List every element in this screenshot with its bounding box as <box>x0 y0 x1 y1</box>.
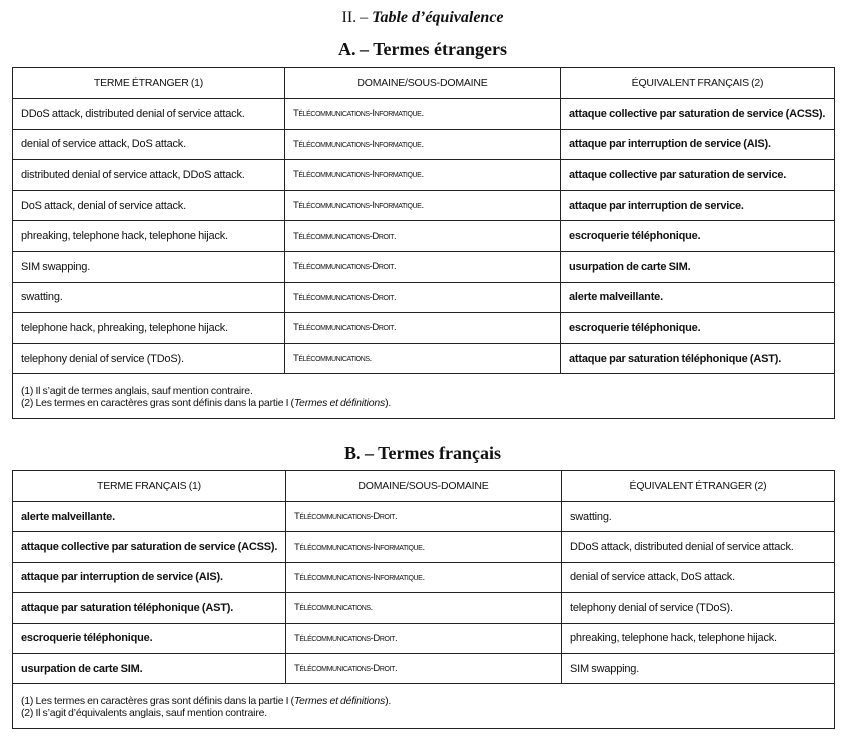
footnote-2 <box>21 397 826 409</box>
domain-cell: Télécommunications-Droit. <box>285 251 561 282</box>
french-equivalent-cell: attaque collective par saturation de service (ACSS). <box>561 99 835 130</box>
french-term-cell: usurpation de carte SIM. <box>13 653 286 683</box>
footnote-2-suffix: ). <box>385 396 392 409</box>
french-equivalent-cell: attaque par interruption de service (AIS). <box>561 129 835 160</box>
domain-cell: Télécommunications-Droit. <box>285 313 561 344</box>
table-row <box>13 502 835 532</box>
table-header-row <box>13 68 835 99</box>
foreign-equivalent-cell: telephony denial of service (TDoS). <box>562 593 835 623</box>
column-header-foreign-term: TERME ÉTRANGER (1) <box>13 68 285 99</box>
table-row <box>13 282 835 313</box>
foreign-equivalent-cell: swatting. <box>562 502 835 532</box>
footnote-2-italic: Termes et définitions <box>293 396 386 409</box>
section-b-heading: B. – Termes français <box>344 443 501 463</box>
footnote-1-italic: Termes et définitions <box>293 694 386 707</box>
domain-cell: Télécommunications-Informatique. <box>285 160 561 191</box>
table-row <box>13 99 835 130</box>
foreign-term-cell: telephony denial of service (TDoS). <box>13 343 285 374</box>
french-term-cell: attaque collective par saturation de service (ACSS). <box>13 532 286 562</box>
domain-cell: Télécommunications-Informatique. <box>285 129 561 160</box>
table-row <box>13 313 835 344</box>
table-row <box>13 562 835 592</box>
french-terms-table <box>12 470 835 729</box>
foreign-terms-table <box>12 67 835 419</box>
table-row <box>13 160 835 191</box>
table-notes-row <box>13 684 835 729</box>
table-row <box>13 190 835 221</box>
table-header-row <box>13 471 835 502</box>
column-header-french-term: TERME FRANÇAIS (1) <box>13 471 286 502</box>
domain-cell: Télécommunications-Droit. <box>286 623 562 653</box>
footnote-2-prefix: (2) Les termes en caractères gras sont définis dans la partie I ( <box>21 396 294 409</box>
foreign-term-cell: telephone hack, phreaking, telephone hijack. <box>13 313 285 344</box>
domain-cell: Télécommunications-Informatique. <box>285 99 561 130</box>
table-notes <box>13 374 835 419</box>
table-row <box>13 221 835 252</box>
table-notes <box>13 684 835 729</box>
column-header-domain: DOMAINE/SOUS-DOMAINE <box>286 471 562 502</box>
foreign-term-cell: denial of service attack, DoS attack. <box>13 129 285 160</box>
column-header-foreign-equivalent: ÉQUIVALENT ÉTRANGER (2) <box>562 471 835 502</box>
foreign-equivalent-cell: phreaking, telephone hack, telephone hijack. <box>562 623 835 653</box>
foreign-equivalent-cell: DDoS attack, distributed denial of service attack. <box>562 532 835 562</box>
french-equivalent-cell: usurpation de carte SIM. <box>561 251 835 282</box>
french-equivalent-cell: escroquerie téléphonique. <box>561 313 835 344</box>
table-row <box>13 593 835 623</box>
table-notes-row <box>13 374 835 419</box>
french-equivalent-cell: attaque par saturation téléphonique (AST). <box>561 343 835 374</box>
foreign-equivalent-cell: denial of service attack, DoS attack. <box>562 562 835 592</box>
foreign-equivalent-cell: SIM swapping. <box>562 653 835 683</box>
french-term-cell: attaque par interruption de service (AIS). <box>13 562 286 592</box>
section-a-heading: A. – Termes étrangers <box>338 39 507 59</box>
footnote-1: (1) Il s’agit de termes anglais, sauf mention contraire. <box>21 384 253 397</box>
french-equivalent-cell: escroquerie téléphonique. <box>561 221 835 252</box>
title-italic: Table d’équivalence <box>372 9 504 26</box>
french-term-cell: attaque par saturation téléphonique (AST). <box>13 593 286 623</box>
french-equivalent-cell: attaque collective par saturation de service. <box>561 160 835 191</box>
domain-cell: Télécommunications-Droit. <box>286 653 562 683</box>
table-row <box>13 129 835 160</box>
french-term-cell: alerte malveillante. <box>13 502 286 532</box>
title-prefix: II. – <box>341 9 373 26</box>
domain-cell: Télécommunications. <box>285 343 561 374</box>
table-row <box>13 251 835 282</box>
domain-cell: Télécommunications-Droit. <box>285 221 561 252</box>
footnote-1-prefix: (1) Les termes en caractères gras sont définis dans la partie I ( <box>21 694 294 707</box>
document-title <box>0 9 845 27</box>
table-row <box>13 623 835 653</box>
foreign-term-cell: phreaking, telephone hack, telephone hijack. <box>13 221 285 252</box>
domain-cell: Télécommunications-Droit. <box>286 502 562 532</box>
footnote-1 <box>21 695 826 707</box>
domain-cell: Télécommunications-Informatique. <box>286 562 562 592</box>
foreign-term-cell: swatting. <box>13 282 285 313</box>
table-row <box>13 653 835 683</box>
footnote-1-suffix: ). <box>385 694 392 707</box>
domain-cell: Télécommunications. <box>286 593 562 623</box>
french-term-cell: escroquerie téléphonique. <box>13 623 286 653</box>
column-header-french-equivalent: ÉQUIVALENT FRANÇAIS (2) <box>561 68 835 99</box>
domain-cell: Télécommunications-Informatique. <box>285 190 561 221</box>
column-header-domain: DOMAINE/SOUS-DOMAINE <box>285 68 561 99</box>
french-equivalent-cell: alerte malveillante. <box>561 282 835 313</box>
table-row <box>13 532 835 562</box>
table-row <box>13 343 835 374</box>
footnote-2: (2) Il s’agit d’équivalents anglais, sauf mention contraire. <box>21 706 267 719</box>
foreign-term-cell: DoS attack, denial of service attack. <box>13 190 285 221</box>
foreign-term-cell: SIM swapping. <box>13 251 285 282</box>
french-equivalent-cell: attaque par interruption de service. <box>561 190 835 221</box>
foreign-term-cell: DDoS attack, distributed denial of service attack. <box>13 99 285 130</box>
domain-cell: Télécommunications-Informatique. <box>286 532 562 562</box>
domain-cell: Télécommunications-Droit. <box>285 282 561 313</box>
foreign-term-cell: distributed denial of service attack, DDoS attack. <box>13 160 285 191</box>
